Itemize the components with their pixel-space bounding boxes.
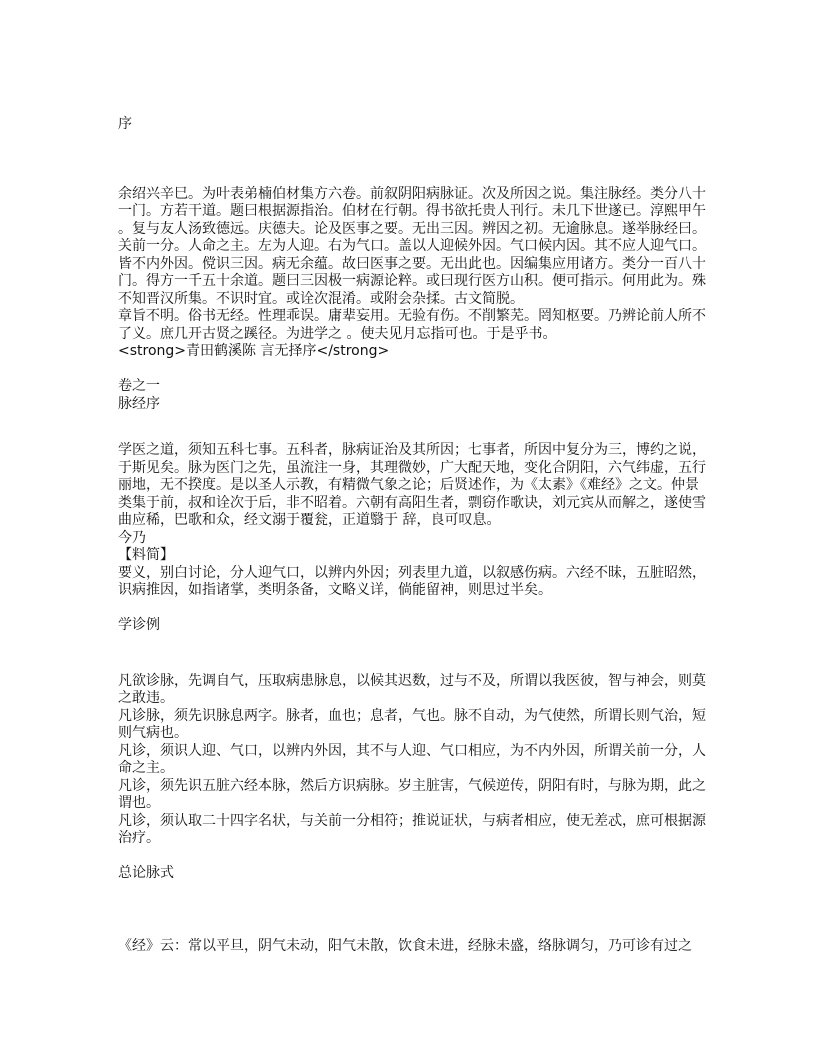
document-page	[118, 116, 712, 955]
section-title-xue-zhen-li: 学诊例	[118, 617, 160, 633]
preface-paragraph: 章旨不明。俗书无经。性理乖误。庸辈妄用。无验有伤。不削繁芜。罔知枢要。乃辨论前人所不了义。庶几开古贤之蹊径。为进学之 。使夫见月忘指可也。于是乎书。	[118, 308, 706, 342]
body-paragraph: 今乃	[118, 529, 146, 546]
rule-paragraph: 凡诊，须识人迎、气口，以辨内外因，其不与人迎、气口相应，为不内外因，所谓关前一分，人命之主。	[118, 742, 706, 776]
section-title-mai-jing-xu: 脉经序	[118, 395, 160, 412]
body-paragraph: 要义，别白讨论，分人迎气口，以辨内外因；列表里九道，以叙感伤病。六经不昧，五脏昭然，识病推因，如指诸掌，类明条备，文略义详，倘能留神，则思过半矣。	[118, 564, 706, 598]
preface-paragraph: 余绍兴辛巳。为叶表弟楠伯材集方六卷。前叙阴阳病脉证。次及所因之说。集注脉经。类分八十一门。方若干道。题曰根据源指治。伯材在行朝。得书欲托贵人刊行。未几下世遂已。淳熙甲午。复与友人汤致德远。庆德夫。论及医事之要。无出三因。辨因之初。无逾脉息。遂举脉经曰。关前一分。人命之主。左为人迎。右为气口。盖以人迎候外因。气口候内因。其不应人迎气口。皆不内外因。傥识三因。病无余蕴。故曰医事之要。无出此也。因编集应用诸方。类分一百八十门。得方一千五十余道。题曰三因极一病源论粹。或曰现行医方山积。便可指示。何用此为。殊不知晋汉所集。不识时宜。或诠次混淆。或附会杂揉。古文简脱。	[118, 185, 706, 307]
section-title-zong-lun: 总论脉式	[118, 865, 174, 881]
rule-paragraph: 凡诊，须先识五脏六经本脉，然后方识病脉。岁主脏害，气候逆传，阴阳有时，与脉为期，此之谓也。	[118, 777, 706, 811]
body-paragraph: 学医之道，须知五科七事。五科者，脉病证治及其所因；七事者，所因中复分为三，博约之说，于斯见矣。脉为医门之先，虽流注一身，其理微妙，广大配天地，变化合阴阳，六气纬虚，五行丽地，无不揆度。是以圣人示教，有精微气象之论；后贤述作，为《太素》《难经》之文。仲景类集于前，叔和诠次于后，非不昭着。六朝有高阳生者，剽窃作歌诀，刘元宾从而解之，遂使雪曲应稀，巴歌和众，经文溺于覆瓮，正道翳于 辞，良可叹息。	[118, 442, 706, 528]
preface-signature: <strong>青田鹤溪陈 言无择序</strong>	[118, 343, 390, 359]
volume-title: 卷之一	[118, 378, 160, 394]
body-paragraph: 【料简】	[118, 547, 174, 563]
body-paragraph: 《经》云：常以平旦，阴气未动，阳气未散，饮食未进，经脉未盛，络脉调匀，乃可诊有过之	[118, 937, 692, 954]
rule-paragraph: 凡诊脉，须先识脉息两字。脉者，血也；息者，气也。脉不自动，为气使然，所谓长则气治，短则气病也。	[118, 707, 706, 741]
preface-title: 序	[118, 116, 132, 132]
rule-paragraph: 凡诊，须认取二十四字名状，与关前一分相符；推说证状，与病者相应，使无差忒，庶可根据源治疗。	[118, 812, 706, 846]
rule-paragraph: 凡欲诊脉，先调自气，压取病患脉息，以候其迟数，过与不及，所谓以我医彼，智与神会，则莫之敢违。	[118, 672, 706, 706]
